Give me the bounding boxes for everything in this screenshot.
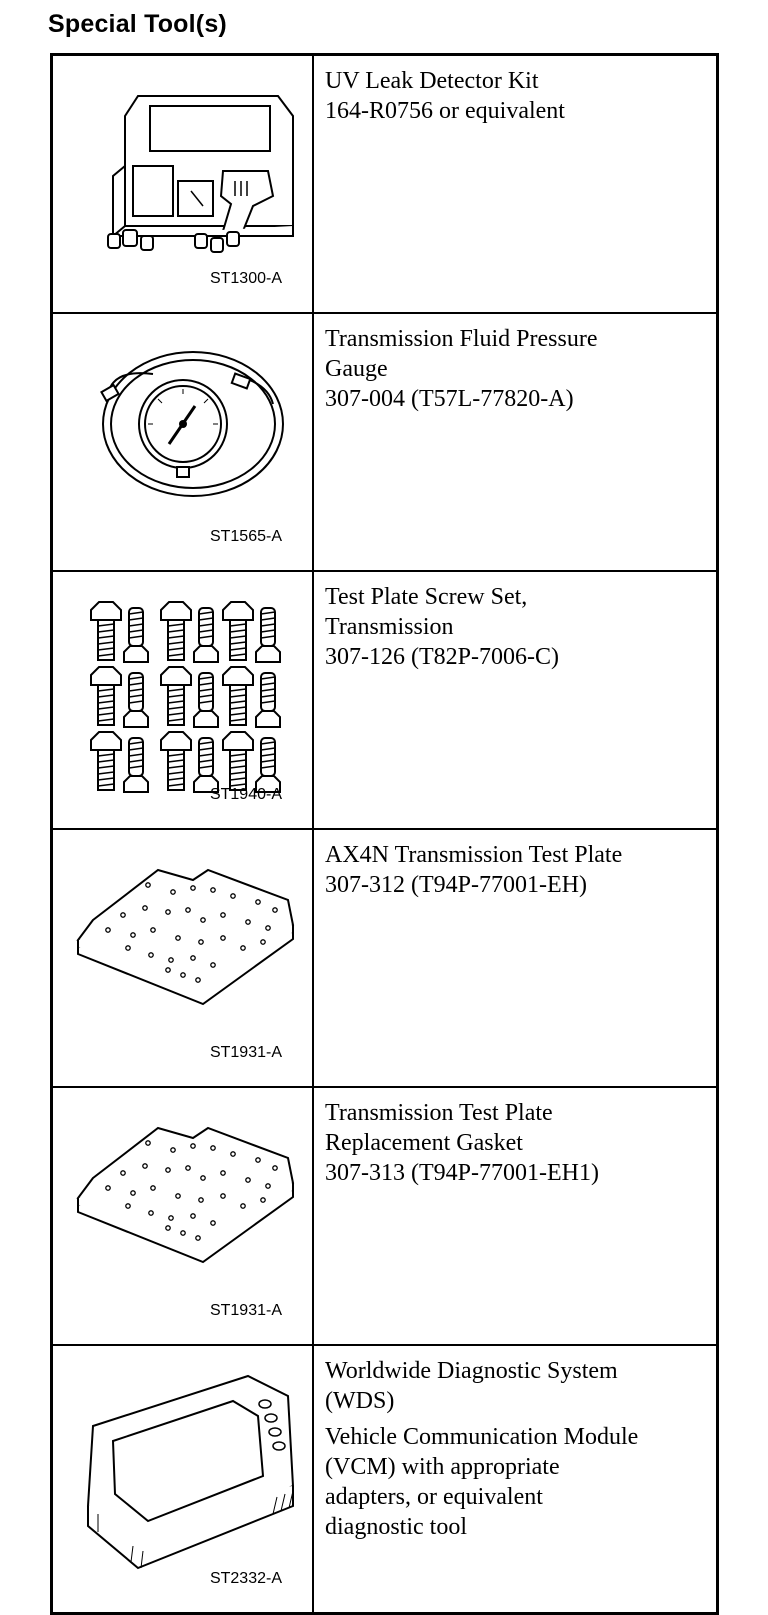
tool-description-cell: [313, 1087, 718, 1345]
bolt-icon: [161, 732, 191, 790]
test-plate-illustration: [53, 830, 312, 1076]
tool-name: UV Leak Detector Kit: [325, 68, 539, 94]
table-row: [52, 55, 718, 314]
stud-icon: [124, 608, 148, 662]
tool-description-cell: [313, 829, 718, 1087]
tool-description-cell: [313, 55, 718, 314]
tool-name: Test Plate Screw Set,: [325, 584, 528, 610]
tool-part-number: 307-004 (T57L-77820-A): [325, 386, 574, 412]
replacement-gasket-illustration: [53, 1088, 312, 1334]
special-tools-table: [50, 53, 719, 1615]
tool-description-cell: [313, 571, 718, 829]
uv-leak-detector-kit-illustration: [53, 56, 312, 302]
tool-description-line: (VCM) with appropriate: [325, 1454, 560, 1480]
tool-part-number: 307-312 (T94P-77001-EH): [325, 872, 587, 898]
diagnostic-system-illustration: [53, 1346, 312, 1602]
tool-figure-code: ST1300-A: [209, 270, 282, 287]
stud-icon: [256, 673, 280, 727]
tool-part-number: 164-R0756 or equivalent: [325, 98, 565, 124]
tool-part-number: 307-126 (T82P-7006-C): [325, 644, 559, 670]
table-row: [52, 313, 718, 571]
tool-illustration-cell: [52, 1345, 314, 1614]
tool-description-line: diagnostic tool: [325, 1514, 467, 1540]
tool-name: Replacement Gasket: [325, 1130, 523, 1156]
bolt-icon: [91, 602, 121, 660]
tool-figure-code: ST2332-A: [209, 1570, 282, 1587]
bolt-icon: [223, 667, 253, 725]
page-title: Special Tool(s): [48, 10, 227, 38]
tool-name: Gauge: [325, 356, 388, 382]
stud-icon: [194, 608, 218, 662]
tool-figure-code: ST1565-A: [209, 528, 282, 545]
tool-figure-code: ST1931-A: [209, 1044, 282, 1061]
tool-name: Transmission: [325, 614, 454, 640]
table-row: [52, 571, 718, 829]
bolt-icon: [161, 602, 191, 660]
tool-name: Transmission Test Plate: [325, 1100, 553, 1126]
stud-icon: [256, 608, 280, 662]
pressure-gauge-illustration: [53, 314, 312, 560]
tool-description-cell: [313, 313, 718, 571]
bolt-icon: [223, 732, 253, 790]
tool-figure-code: ST1940-A: [209, 786, 282, 803]
screw-set-illustration: [53, 572, 312, 818]
tool-name: Transmission Fluid Pressure: [325, 326, 598, 352]
tool-illustration-cell: [52, 829, 314, 1087]
stud-icon: [124, 673, 148, 727]
tool-description-cell: [313, 1345, 718, 1614]
tool-description-line: adapters, or equivalent: [325, 1484, 543, 1510]
tool-name: (WDS): [325, 1388, 395, 1414]
stud-icon: [256, 738, 280, 792]
tool-figure-code: ST1931-A: [209, 1302, 282, 1319]
bolt-icon: [161, 667, 191, 725]
tool-illustration-cell: [52, 1087, 314, 1345]
bolt-icon: [223, 602, 253, 660]
table-row: [52, 1345, 718, 1614]
stud-icon: [194, 738, 218, 792]
tool-illustration-cell: [52, 313, 314, 571]
tool-name: Worldwide Diagnostic System: [325, 1358, 618, 1384]
tool-illustration-cell: [52, 55, 314, 314]
stud-icon: [124, 738, 148, 792]
tool-name: AX4N Transmission Test Plate: [325, 842, 623, 868]
tool-description-line: Vehicle Communication Module: [325, 1424, 639, 1450]
tool-illustration-cell: [52, 571, 314, 829]
tool-part-number: 307-313 (T94P-77001-EH1): [325, 1160, 599, 1186]
bolt-icon: [91, 732, 121, 790]
table-row: [52, 1087, 718, 1345]
stud-icon: [194, 673, 218, 727]
tool-secondary-description: [325, 1422, 708, 1542]
table-row: [52, 829, 718, 1087]
bolt-icon: [91, 667, 121, 725]
